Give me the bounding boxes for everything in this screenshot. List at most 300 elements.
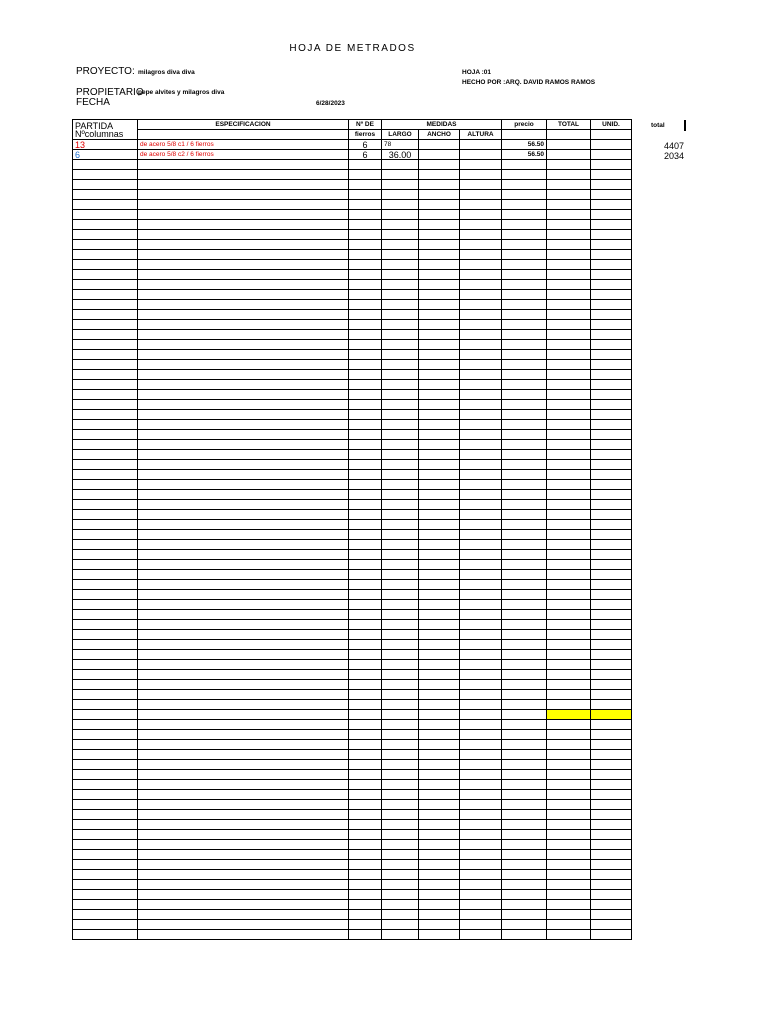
n-fierros-cell[interactable] <box>349 380 382 390</box>
especificacion-cell[interactable] <box>138 860 349 870</box>
especificacion-cell[interactable] <box>138 450 349 460</box>
ancho-cell[interactable] <box>419 570 460 580</box>
total-cell[interactable] <box>547 830 591 840</box>
especificacion-cell[interactable] <box>138 310 349 320</box>
altura-cell[interactable] <box>460 650 502 660</box>
partida-cell[interactable] <box>73 810 138 820</box>
largo-cell[interactable] <box>382 440 419 450</box>
precio-cell[interactable] <box>502 790 547 800</box>
partida-cell[interactable] <box>73 580 138 590</box>
especificacion-cell[interactable] <box>138 520 349 530</box>
ancho-cell[interactable] <box>419 370 460 380</box>
total-cell[interactable] <box>547 350 591 360</box>
ancho-cell[interactable] <box>419 390 460 400</box>
partida-cell[interactable] <box>73 630 138 640</box>
n-fierros-cell[interactable] <box>349 290 382 300</box>
total-cell[interactable] <box>547 790 591 800</box>
unid-cell[interactable] <box>591 240 632 250</box>
altura-cell[interactable] <box>460 920 502 930</box>
n-fierros-cell[interactable] <box>349 310 382 320</box>
n-fierros-cell[interactable] <box>349 250 382 260</box>
unid-cell[interactable] <box>591 530 632 540</box>
ancho-cell[interactable] <box>419 290 460 300</box>
partida-cell[interactable] <box>73 430 138 440</box>
ancho-cell[interactable] <box>419 790 460 800</box>
partida-cell[interactable] <box>73 600 138 610</box>
partida-cell[interactable] <box>73 280 138 290</box>
ancho-cell[interactable] <box>419 440 460 450</box>
ancho-cell[interactable] <box>419 810 460 820</box>
largo-cell[interactable] <box>382 700 419 710</box>
ancho-cell[interactable] <box>419 750 460 760</box>
largo-cell[interactable] <box>382 470 419 480</box>
precio-cell[interactable] <box>502 530 547 540</box>
ancho-cell[interactable] <box>419 310 460 320</box>
precio-cell[interactable] <box>502 930 547 940</box>
altura-cell[interactable] <box>460 710 502 720</box>
n-fierros-cell[interactable] <box>349 320 382 330</box>
especificacion-cell[interactable] <box>138 200 349 210</box>
especificacion-cell[interactable] <box>138 680 349 690</box>
unid-cell[interactable] <box>591 400 632 410</box>
largo-cell[interactable] <box>382 730 419 740</box>
partida-cell[interactable] <box>73 210 138 220</box>
partida-cell[interactable]: 6 <box>73 150 138 160</box>
partida-cell[interactable] <box>73 510 138 520</box>
altura-cell[interactable] <box>460 720 502 730</box>
n-fierros-cell[interactable] <box>349 230 382 240</box>
ancho-cell[interactable] <box>419 890 460 900</box>
largo-cell[interactable] <box>382 450 419 460</box>
altura-cell[interactable] <box>460 410 502 420</box>
total-cell[interactable] <box>547 930 591 940</box>
altura-cell[interactable] <box>460 450 502 460</box>
largo-cell[interactable] <box>382 170 419 180</box>
altura-cell[interactable] <box>460 600 502 610</box>
total-cell[interactable] <box>547 310 591 320</box>
unid-cell[interactable] <box>591 470 632 480</box>
especificacion-cell[interactable] <box>138 230 349 240</box>
precio-cell[interactable] <box>502 620 547 630</box>
especificacion-cell[interactable] <box>138 740 349 750</box>
partida-cell[interactable] <box>73 320 138 330</box>
partida-cell[interactable] <box>73 290 138 300</box>
precio-cell[interactable]: 56.50 <box>502 150 547 160</box>
especificacion-cell[interactable]: de acero 5/8 c1 / 6 fierros <box>138 140 349 150</box>
ancho-cell[interactable] <box>419 180 460 190</box>
altura-cell[interactable] <box>460 370 502 380</box>
especificacion-cell[interactable] <box>138 690 349 700</box>
altura-cell[interactable] <box>460 660 502 670</box>
n-fierros-cell[interactable] <box>349 690 382 700</box>
unid-cell[interactable] <box>591 740 632 750</box>
largo-cell[interactable] <box>382 380 419 390</box>
ancho-cell[interactable] <box>419 770 460 780</box>
especificacion-cell[interactable] <box>138 850 349 860</box>
n-fierros-cell[interactable] <box>349 530 382 540</box>
total-cell[interactable] <box>547 460 591 470</box>
precio-cell[interactable] <box>502 350 547 360</box>
n-fierros-cell[interactable] <box>349 580 382 590</box>
precio-subheader-cell[interactable] <box>502 130 547 140</box>
especificacion-cell[interactable] <box>138 350 349 360</box>
precio-cell[interactable] <box>502 760 547 770</box>
n-fierros-cell[interactable] <box>349 270 382 280</box>
total-cell[interactable] <box>547 490 591 500</box>
largo-cell[interactable]: 36.00 <box>382 150 419 160</box>
n-fierros-cell[interactable] <box>349 710 382 720</box>
altura-cell[interactable] <box>460 310 502 320</box>
ancho-cell[interactable] <box>419 850 460 860</box>
precio-cell[interactable] <box>502 370 547 380</box>
ancho-cell[interactable] <box>419 150 460 160</box>
n-fierros-cell[interactable] <box>349 830 382 840</box>
unid-cell[interactable] <box>591 330 632 340</box>
precio-cell[interactable] <box>502 250 547 260</box>
precio-cell[interactable] <box>502 240 547 250</box>
partida-cell[interactable] <box>73 720 138 730</box>
largo-cell[interactable] <box>382 180 419 190</box>
partida-cell[interactable] <box>73 590 138 600</box>
total-cell[interactable] <box>547 910 591 920</box>
largo-cell[interactable] <box>382 270 419 280</box>
precio-cell[interactable] <box>502 600 547 610</box>
altura-cell[interactable] <box>460 210 502 220</box>
largo-cell[interactable] <box>382 250 419 260</box>
largo-cell[interactable] <box>382 610 419 620</box>
total-cell[interactable] <box>547 860 591 870</box>
unid-cell[interactable] <box>591 870 632 880</box>
altura-cell[interactable] <box>460 220 502 230</box>
altura-cell[interactable] <box>460 350 502 360</box>
partida-cell[interactable] <box>73 350 138 360</box>
especificacion-cell[interactable] <box>138 620 349 630</box>
unid-cell[interactable] <box>591 170 632 180</box>
total-cell[interactable] <box>547 560 591 570</box>
ancho-cell[interactable] <box>419 920 460 930</box>
precio-cell[interactable] <box>502 810 547 820</box>
partida-cell[interactable] <box>73 260 138 270</box>
largo-cell[interactable] <box>382 210 419 220</box>
n-fierros-cell[interactable] <box>349 180 382 190</box>
precio-cell[interactable] <box>502 840 547 850</box>
partida-cell[interactable] <box>73 730 138 740</box>
largo-cell[interactable] <box>382 830 419 840</box>
partida-cell[interactable] <box>73 910 138 920</box>
unid-cell[interactable] <box>591 360 632 370</box>
largo-cell[interactable] <box>382 350 419 360</box>
partida-cell[interactable] <box>73 400 138 410</box>
especificacion-cell[interactable] <box>138 820 349 830</box>
altura-cell[interactable] <box>460 690 502 700</box>
partida-cell[interactable] <box>73 490 138 500</box>
precio-cell[interactable] <box>502 390 547 400</box>
n-fierros-cell[interactable] <box>349 700 382 710</box>
partida-cell[interactable] <box>73 470 138 480</box>
n-fierros-cell[interactable]: 6 <box>349 140 382 150</box>
especificacion-cell[interactable] <box>138 570 349 580</box>
ancho-cell[interactable] <box>419 420 460 430</box>
unid-cell[interactable] <box>591 820 632 830</box>
precio-cell[interactable] <box>502 890 547 900</box>
partida-cell[interactable] <box>73 850 138 860</box>
largo-cell[interactable] <box>382 190 419 200</box>
precio-cell[interactable] <box>502 460 547 470</box>
total-cell[interactable] <box>547 600 591 610</box>
partida-cell[interactable] <box>73 230 138 240</box>
especificacion-cell[interactable] <box>138 460 349 470</box>
total-cell[interactable] <box>547 690 591 700</box>
ancho-cell[interactable] <box>419 380 460 390</box>
total-cell[interactable] <box>547 760 591 770</box>
n-fierros-cell[interactable] <box>349 400 382 410</box>
largo-cell[interactable] <box>382 460 419 470</box>
unid-cell[interactable] <box>591 670 632 680</box>
especificacion-cell[interactable] <box>138 610 349 620</box>
largo-cell[interactable] <box>382 260 419 270</box>
altura-cell[interactable] <box>460 400 502 410</box>
largo-cell[interactable] <box>382 590 419 600</box>
ancho-cell[interactable] <box>419 350 460 360</box>
partida-cell[interactable] <box>73 360 138 370</box>
ancho-cell[interactable] <box>419 240 460 250</box>
n-fierros-cell[interactable] <box>349 860 382 870</box>
partida-cell[interactable] <box>73 160 138 170</box>
largo-cell[interactable] <box>382 420 419 430</box>
precio-cell[interactable] <box>502 230 547 240</box>
total-cell[interactable] <box>547 570 591 580</box>
largo-cell[interactable] <box>382 220 419 230</box>
especificacion-cell[interactable] <box>138 760 349 770</box>
unid-cell[interactable] <box>591 810 632 820</box>
precio-cell[interactable] <box>502 550 547 560</box>
total-cell[interactable] <box>547 380 591 390</box>
unid-cell[interactable] <box>591 690 632 700</box>
n-de-subheader[interactable]: fierros <box>349 130 382 140</box>
ancho-cell[interactable] <box>419 230 460 240</box>
total-cell[interactable] <box>547 430 591 440</box>
altura-cell[interactable] <box>460 140 502 150</box>
largo-cell[interactable] <box>382 840 419 850</box>
largo-cell[interactable] <box>382 710 419 720</box>
n-fierros-cell[interactable] <box>349 510 382 520</box>
n-fierros-cell[interactable] <box>349 740 382 750</box>
total-cell[interactable] <box>547 550 591 560</box>
largo-cell[interactable] <box>382 370 419 380</box>
ancho-cell[interactable] <box>419 400 460 410</box>
unid-cell[interactable] <box>591 520 632 530</box>
total-cell[interactable] <box>547 800 591 810</box>
ancho-cell[interactable] <box>419 860 460 870</box>
largo-cell[interactable] <box>382 720 419 730</box>
total-cell[interactable] <box>547 870 591 880</box>
total-cell[interactable] <box>547 370 591 380</box>
largo-cell[interactable] <box>382 770 419 780</box>
partida-cell[interactable] <box>73 550 138 560</box>
partida-cell[interactable] <box>73 700 138 710</box>
ancho-cell[interactable] <box>419 480 460 490</box>
precio-cell[interactable] <box>502 770 547 780</box>
largo-cell[interactable] <box>382 490 419 500</box>
especificacion-cell[interactable] <box>138 890 349 900</box>
especificacion-cell[interactable] <box>138 390 349 400</box>
precio-cell[interactable] <box>502 500 547 510</box>
especificacion-cell[interactable] <box>138 190 349 200</box>
total-cell[interactable] <box>547 400 591 410</box>
ancho-cell[interactable] <box>419 590 460 600</box>
altura-cell[interactable] <box>460 730 502 740</box>
precio-cell[interactable] <box>502 200 547 210</box>
unid-cell[interactable] <box>591 370 632 380</box>
n-fierros-cell[interactable] <box>349 210 382 220</box>
precio-cell[interactable] <box>502 490 547 500</box>
largo-cell[interactable] <box>382 870 419 880</box>
especificacion-cell[interactable] <box>138 290 349 300</box>
partida-cell[interactable] <box>73 570 138 580</box>
largo-cell[interactable] <box>382 510 419 520</box>
ancho-cell[interactable] <box>419 800 460 810</box>
n-fierros-cell[interactable] <box>349 240 382 250</box>
ancho-cell[interactable] <box>419 300 460 310</box>
altura-cell[interactable] <box>460 590 502 600</box>
n-fierros-cell[interactable] <box>349 760 382 770</box>
n-fierros-cell[interactable] <box>349 790 382 800</box>
unid-cell[interactable] <box>591 880 632 890</box>
n-fierros-cell[interactable] <box>349 650 382 660</box>
largo-cell[interactable] <box>382 760 419 770</box>
altura-cell[interactable] <box>460 250 502 260</box>
largo-cell[interactable] <box>382 310 419 320</box>
n-fierros-cell[interactable] <box>349 370 382 380</box>
unid-cell[interactable] <box>591 420 632 430</box>
n-fierros-cell[interactable] <box>349 390 382 400</box>
especificacion-cell[interactable] <box>138 210 349 220</box>
unid-cell[interactable] <box>591 150 632 160</box>
total-cell[interactable] <box>547 770 591 780</box>
altura-cell[interactable] <box>460 770 502 780</box>
n-fierros-cell[interactable] <box>349 780 382 790</box>
largo-cell[interactable] <box>382 750 419 760</box>
altura-cell[interactable] <box>460 680 502 690</box>
unid-cell[interactable] <box>591 900 632 910</box>
largo-cell[interactable] <box>382 670 419 680</box>
total-cell[interactable] <box>547 420 591 430</box>
largo-cell[interactable] <box>382 530 419 540</box>
unid-cell[interactable] <box>591 590 632 600</box>
total-cell[interactable] <box>547 300 591 310</box>
n-fierros-cell[interactable] <box>349 200 382 210</box>
especificacion-cell[interactable] <box>138 720 349 730</box>
n-fierros-cell[interactable] <box>349 260 382 270</box>
precio-cell[interactable] <box>502 780 547 790</box>
unid-cell[interactable] <box>591 500 632 510</box>
especificacion-cell[interactable] <box>138 330 349 340</box>
unid-cell[interactable] <box>591 890 632 900</box>
n-fierros-cell[interactable] <box>349 450 382 460</box>
largo-cell[interactable] <box>382 540 419 550</box>
precio-cell[interactable] <box>502 300 547 310</box>
altura-cell[interactable] <box>460 480 502 490</box>
altura-cell[interactable] <box>460 380 502 390</box>
precio-cell[interactable] <box>502 160 547 170</box>
precio-cell[interactable] <box>502 670 547 680</box>
total-cell[interactable] <box>547 410 591 420</box>
ancho-cell[interactable] <box>419 830 460 840</box>
unid-cell[interactable] <box>591 450 632 460</box>
altura-cell[interactable] <box>460 530 502 540</box>
total-cell[interactable] <box>547 440 591 450</box>
unid-cell[interactable] <box>591 930 632 940</box>
n-fierros-cell[interactable] <box>349 540 382 550</box>
ancho-cell[interactable] <box>419 760 460 770</box>
total-cell[interactable] <box>547 220 591 230</box>
unid-cell[interactable] <box>591 490 632 500</box>
largo-header[interactable]: LARGO <box>382 130 419 140</box>
precio-cell[interactable] <box>502 340 547 350</box>
n-fierros-cell[interactable] <box>349 170 382 180</box>
partida-cell[interactable] <box>73 420 138 430</box>
partida-cell[interactable] <box>73 740 138 750</box>
n-fierros-cell[interactable] <box>349 720 382 730</box>
partida-cell[interactable] <box>73 460 138 470</box>
n-fierros-cell[interactable] <box>349 910 382 920</box>
especificacion-cell[interactable] <box>138 550 349 560</box>
especificacion-cell[interactable] <box>138 630 349 640</box>
precio-cell[interactable] <box>502 190 547 200</box>
altura-cell[interactable] <box>460 810 502 820</box>
precio-cell[interactable] <box>502 720 547 730</box>
ancho-cell[interactable] <box>419 700 460 710</box>
unid-cell[interactable] <box>591 780 632 790</box>
ancho-cell[interactable] <box>419 520 460 530</box>
n-fierros-cell[interactable] <box>349 410 382 420</box>
unid-cell[interactable] <box>591 770 632 780</box>
partida-cell[interactable] <box>73 410 138 420</box>
precio-cell[interactable] <box>502 860 547 870</box>
highlighted-unid-cell[interactable] <box>591 710 632 720</box>
largo-cell[interactable] <box>382 290 419 300</box>
total-cell[interactable] <box>547 590 591 600</box>
unid-cell[interactable] <box>591 540 632 550</box>
largo-cell[interactable] <box>382 330 419 340</box>
n-fierros-cell[interactable] <box>349 770 382 780</box>
altura-cell[interactable] <box>460 280 502 290</box>
especificacion-cell[interactable] <box>138 650 349 660</box>
n-fierros-cell[interactable] <box>349 730 382 740</box>
precio-cell[interactable] <box>502 260 547 270</box>
largo-cell[interactable] <box>382 930 419 940</box>
especificacion-cell[interactable] <box>138 420 349 430</box>
partida-cell[interactable] <box>73 270 138 280</box>
ancho-cell[interactable] <box>419 530 460 540</box>
especificacion-subheader-cell[interactable] <box>138 130 349 140</box>
n-fierros-cell[interactable] <box>349 440 382 450</box>
partida-cell[interactable] <box>73 240 138 250</box>
precio-cell[interactable] <box>502 740 547 750</box>
unid-cell[interactable] <box>591 300 632 310</box>
total-cell[interactable] <box>547 230 591 240</box>
total-cell[interactable] <box>547 360 591 370</box>
total-cell[interactable] <box>547 780 591 790</box>
especificacion-cell[interactable] <box>138 840 349 850</box>
ancho-cell[interactable] <box>419 650 460 660</box>
especificacion-cell[interactable] <box>138 800 349 810</box>
partida-cell[interactable] <box>73 340 138 350</box>
partida-cell[interactable] <box>73 540 138 550</box>
unid-cell[interactable] <box>591 140 632 150</box>
n-fierros-cell[interactable] <box>349 430 382 440</box>
n-fierros-cell[interactable] <box>349 750 382 760</box>
